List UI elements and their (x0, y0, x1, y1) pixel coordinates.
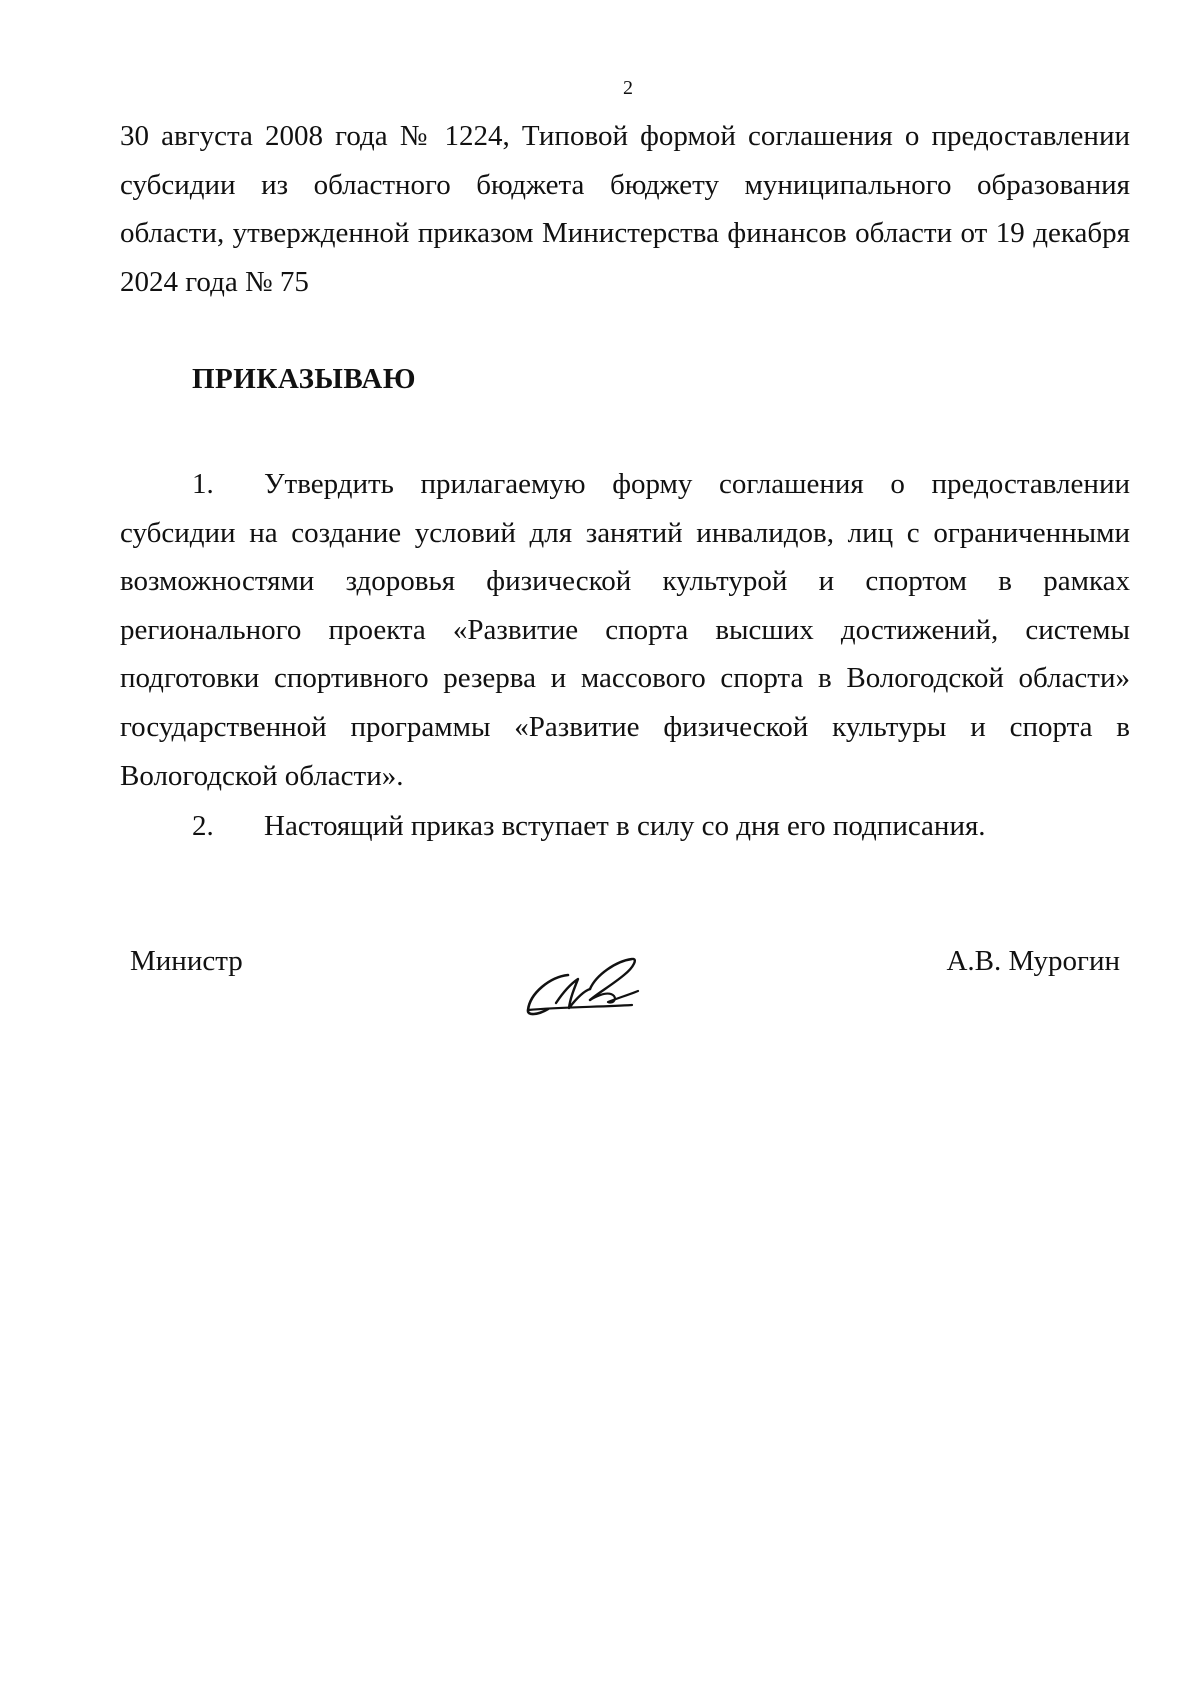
order-item-1-number: 1. (192, 468, 214, 500)
order-heading: ПРИКАЗЫВАЮ (192, 363, 416, 395)
page-number: 2 (623, 77, 633, 99)
signer-title: Министр (130, 945, 243, 977)
order-item-1 (120, 460, 1130, 800)
order-item-2 (120, 802, 1130, 851)
order-item-2-text: Настоящий приказ вступает в силу со дня его подписания. (264, 810, 986, 842)
order-item-2-number: 2. (192, 810, 214, 842)
signer-name: А.В. Мурогин (946, 945, 1120, 977)
intro-paragraph: 30 августа 2008 года № 1224, Типовой формой соглашения о предоставлении субсидии из областного бюджета бюджету муниципального образования области, утвержденной приказом Министерства финансов области от 19 декабря 2024 года № 75 (120, 120, 1130, 298)
handwritten-signature-icon (520, 955, 670, 1020)
order-item-1-text: Утвердить прилагаемую форму соглашения о предоставлении субсидии на создание условий для занятий инвалидов, лиц с ограниченными возможностями здоровья физической культурой и спортом в рамках регионального проекта «Развитие спорта высших достижений, системы подготовки спортивного резерва и массового спорта в Вологодской области» государственной программы «Развитие физической культуры и спорта в Вологодской области». (120, 468, 1130, 792)
